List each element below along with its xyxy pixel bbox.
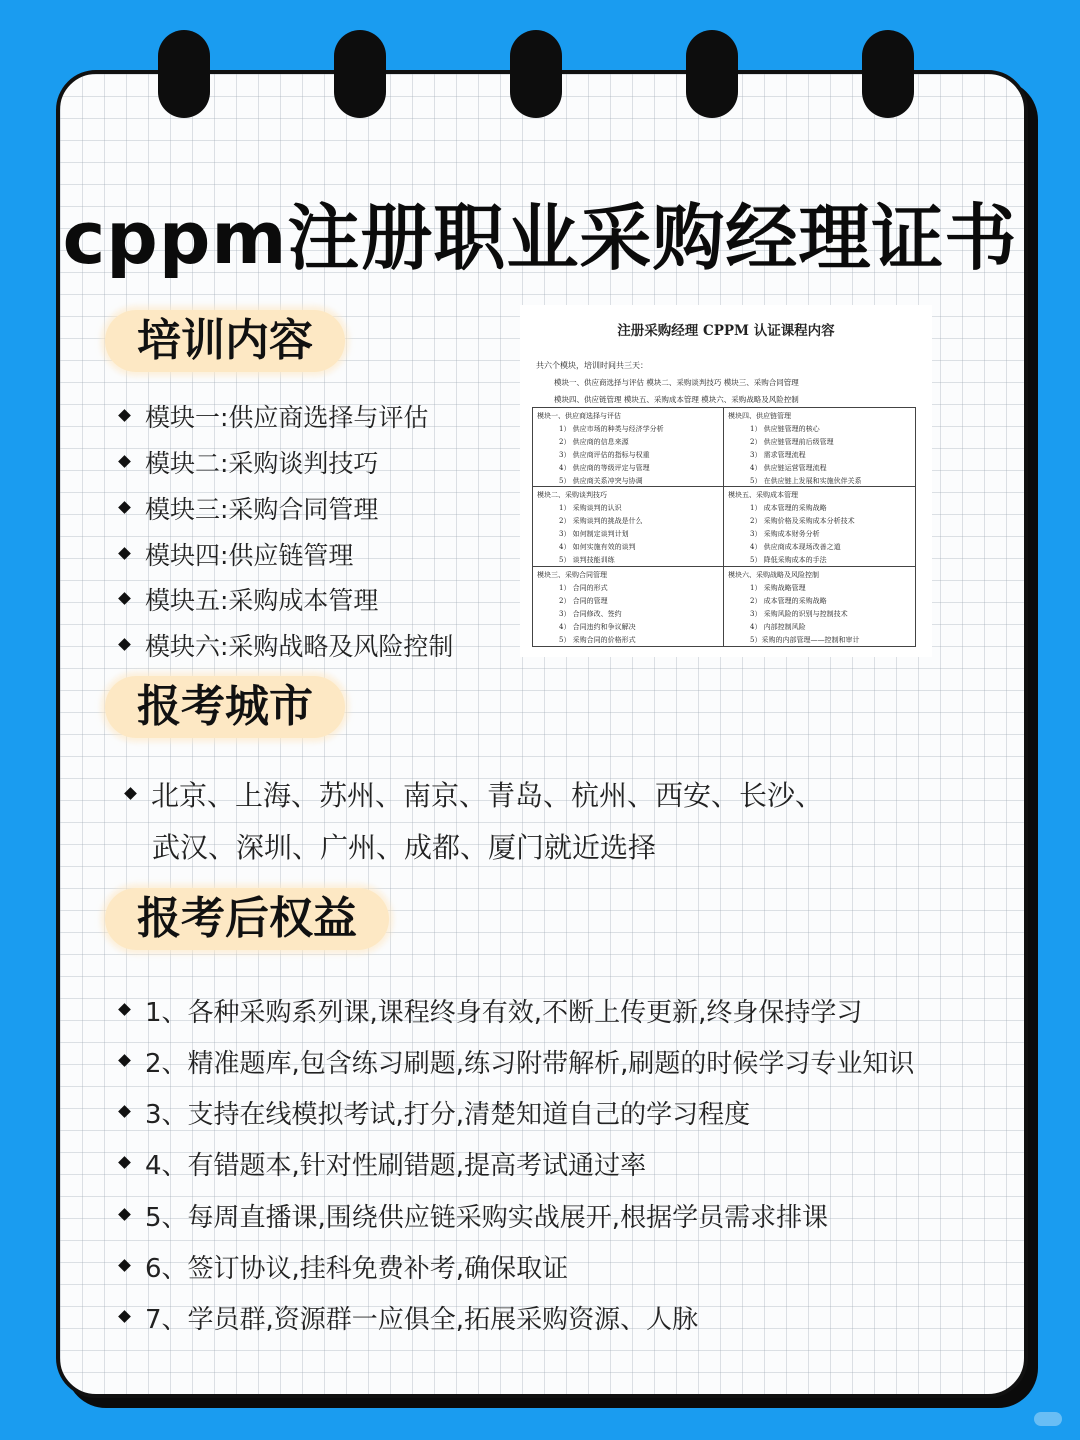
- doc-title: 注册采购经理 CPPM 认证课程内容: [617, 323, 835, 339]
- diamond-bullet-icon: [118, 1208, 131, 1221]
- doc-intro: 共六个模块，培训时间共三天：: [536, 361, 648, 370]
- doc-table-cell: 模块二、采购谈判技巧 1） 采购谈判的认识 2） 采购谈判的挑战是什么 3） 如何制定谈判计划 4） 如何实施有效的谈判 5） 谈判技能训练: [533, 487, 724, 566]
- section-heading-training: 培训内容: [105, 310, 345, 372]
- doc-modules-line: 模块四、供应链管理 模块五、采购成本管理 模块六、采购战略及风险控制: [554, 395, 799, 404]
- list-item: 3、支持在线模拟考试,打分,清楚知道自己的学习程度: [120, 1094, 750, 1131]
- doc-table-cell: 模块五、采购成本管理 1） 成本管理的采购战略 2） 采购价格及采购成本分析技术 3） 采购成本财务分析 4） 供应商成本现场改善之道 5） 降低采购成本的手法: [724, 487, 915, 566]
- diamond-bullet-icon: [118, 638, 131, 651]
- page-title: cppm注册职业采购经理证书: [62, 196, 1018, 280]
- section-heading-cities: 报考城市: [105, 676, 345, 738]
- city-line: 北京、上海、苏州、南京、青岛、杭州、西安、长沙、: [126, 770, 823, 822]
- diamond-bullet-icon: [118, 1156, 131, 1169]
- binder-ring: [334, 30, 386, 118]
- doc-table-cell: 模块三、采购合同管理 1） 合同的形式 2） 合同的管理 3） 合同修改、签约 4） 合同违约和争议解决 5） 采购合同的价格形式: [533, 567, 724, 646]
- list-item: 模块二:采购谈判技巧: [120, 444, 378, 480]
- doc-table-cell: 模块六、采购战略及风险控制 1） 采购战略管理 2） 成本管理的采购战略 3） 采购风险的识别与控制技术 4） 内部控制风险 5）采购的内部管理——控制和审计: [728, 570, 860, 644]
- list-item: 6、签订协议,挂科免费补考,确保取证: [120, 1248, 568, 1285]
- binder-ring: [686, 30, 738, 118]
- section-heading-benefits: 报考后权益: [105, 888, 389, 950]
- diamond-bullet-icon: [118, 455, 131, 468]
- list-item: 模块四:供应链管理: [120, 536, 353, 572]
- list-item: 7、学员群,资源群一应俱全,拓展采购资源、人脉: [120, 1299, 698, 1336]
- binder-ring: [158, 30, 210, 118]
- watermark-badge: [1034, 1412, 1062, 1426]
- list-item: 模块五:采购成本管理: [120, 581, 378, 617]
- doc-table-cell: 模块四、供应链管理 1） 供应链管理的核心 2） 供应链管理前后级管理 3） 需求管理流程 4） 供应链运营管理流程 5） 在供应链上发展和实施伙伴关系: [724, 408, 915, 487]
- diamond-bullet-icon: [118, 1105, 131, 1118]
- doc-table-cell: 模块一、供应商选择与评估 1） 供应市场的种类与经济学分析 2） 供应商的信息来源 3） 供应商评估的指标与权重 4） 供应商的等级评定与管理 5） 供应商关系冲突与协调: [533, 408, 724, 487]
- doc-modules-line: 模块一、供应商选择与评估 模块二、采购谈判技巧 模块三、采购合同管理: [554, 378, 799, 387]
- binder-ring: [862, 30, 914, 118]
- diamond-bullet-icon: [118, 592, 131, 605]
- diamond-bullet-icon: [118, 409, 131, 422]
- list-item: 1、各种采购系列课,课程终身有效,不断上传更新,终身保持学习: [120, 992, 862, 1029]
- diamond-bullet-icon: [124, 787, 137, 800]
- list-item: 模块六:采购战略及风险控制: [120, 627, 453, 663]
- diamond-bullet-icon: [118, 547, 131, 560]
- diamond-bullet-icon: [118, 1310, 131, 1323]
- list-item: 5、每周直播课,围绕供应链采购实战展开,根据学员需求排课: [120, 1197, 828, 1234]
- city-line: 武汉、深圳、广州、成都、厦门就近选择: [152, 831, 657, 864]
- doc-table: [532, 407, 916, 647]
- diamond-bullet-icon: [118, 1003, 131, 1016]
- list-item: 模块一:供应商选择与评估: [120, 398, 428, 434]
- diamond-bullet-icon: [118, 1259, 131, 1272]
- city-list: [126, 770, 823, 874]
- binder-ring: [510, 30, 562, 118]
- diamond-bullet-icon: [118, 501, 131, 514]
- list-item: 4、有错题本,针对性刷错题,提高考试通过率: [120, 1145, 646, 1182]
- list-item: 2、精准题库,包含练习刷题,练习附带解析,刷题的时候学习专业知识: [120, 1043, 914, 1080]
- list-item: 模块三:采购合同管理: [120, 490, 378, 526]
- course-document-image: [520, 305, 932, 657]
- diamond-bullet-icon: [118, 1054, 131, 1067]
